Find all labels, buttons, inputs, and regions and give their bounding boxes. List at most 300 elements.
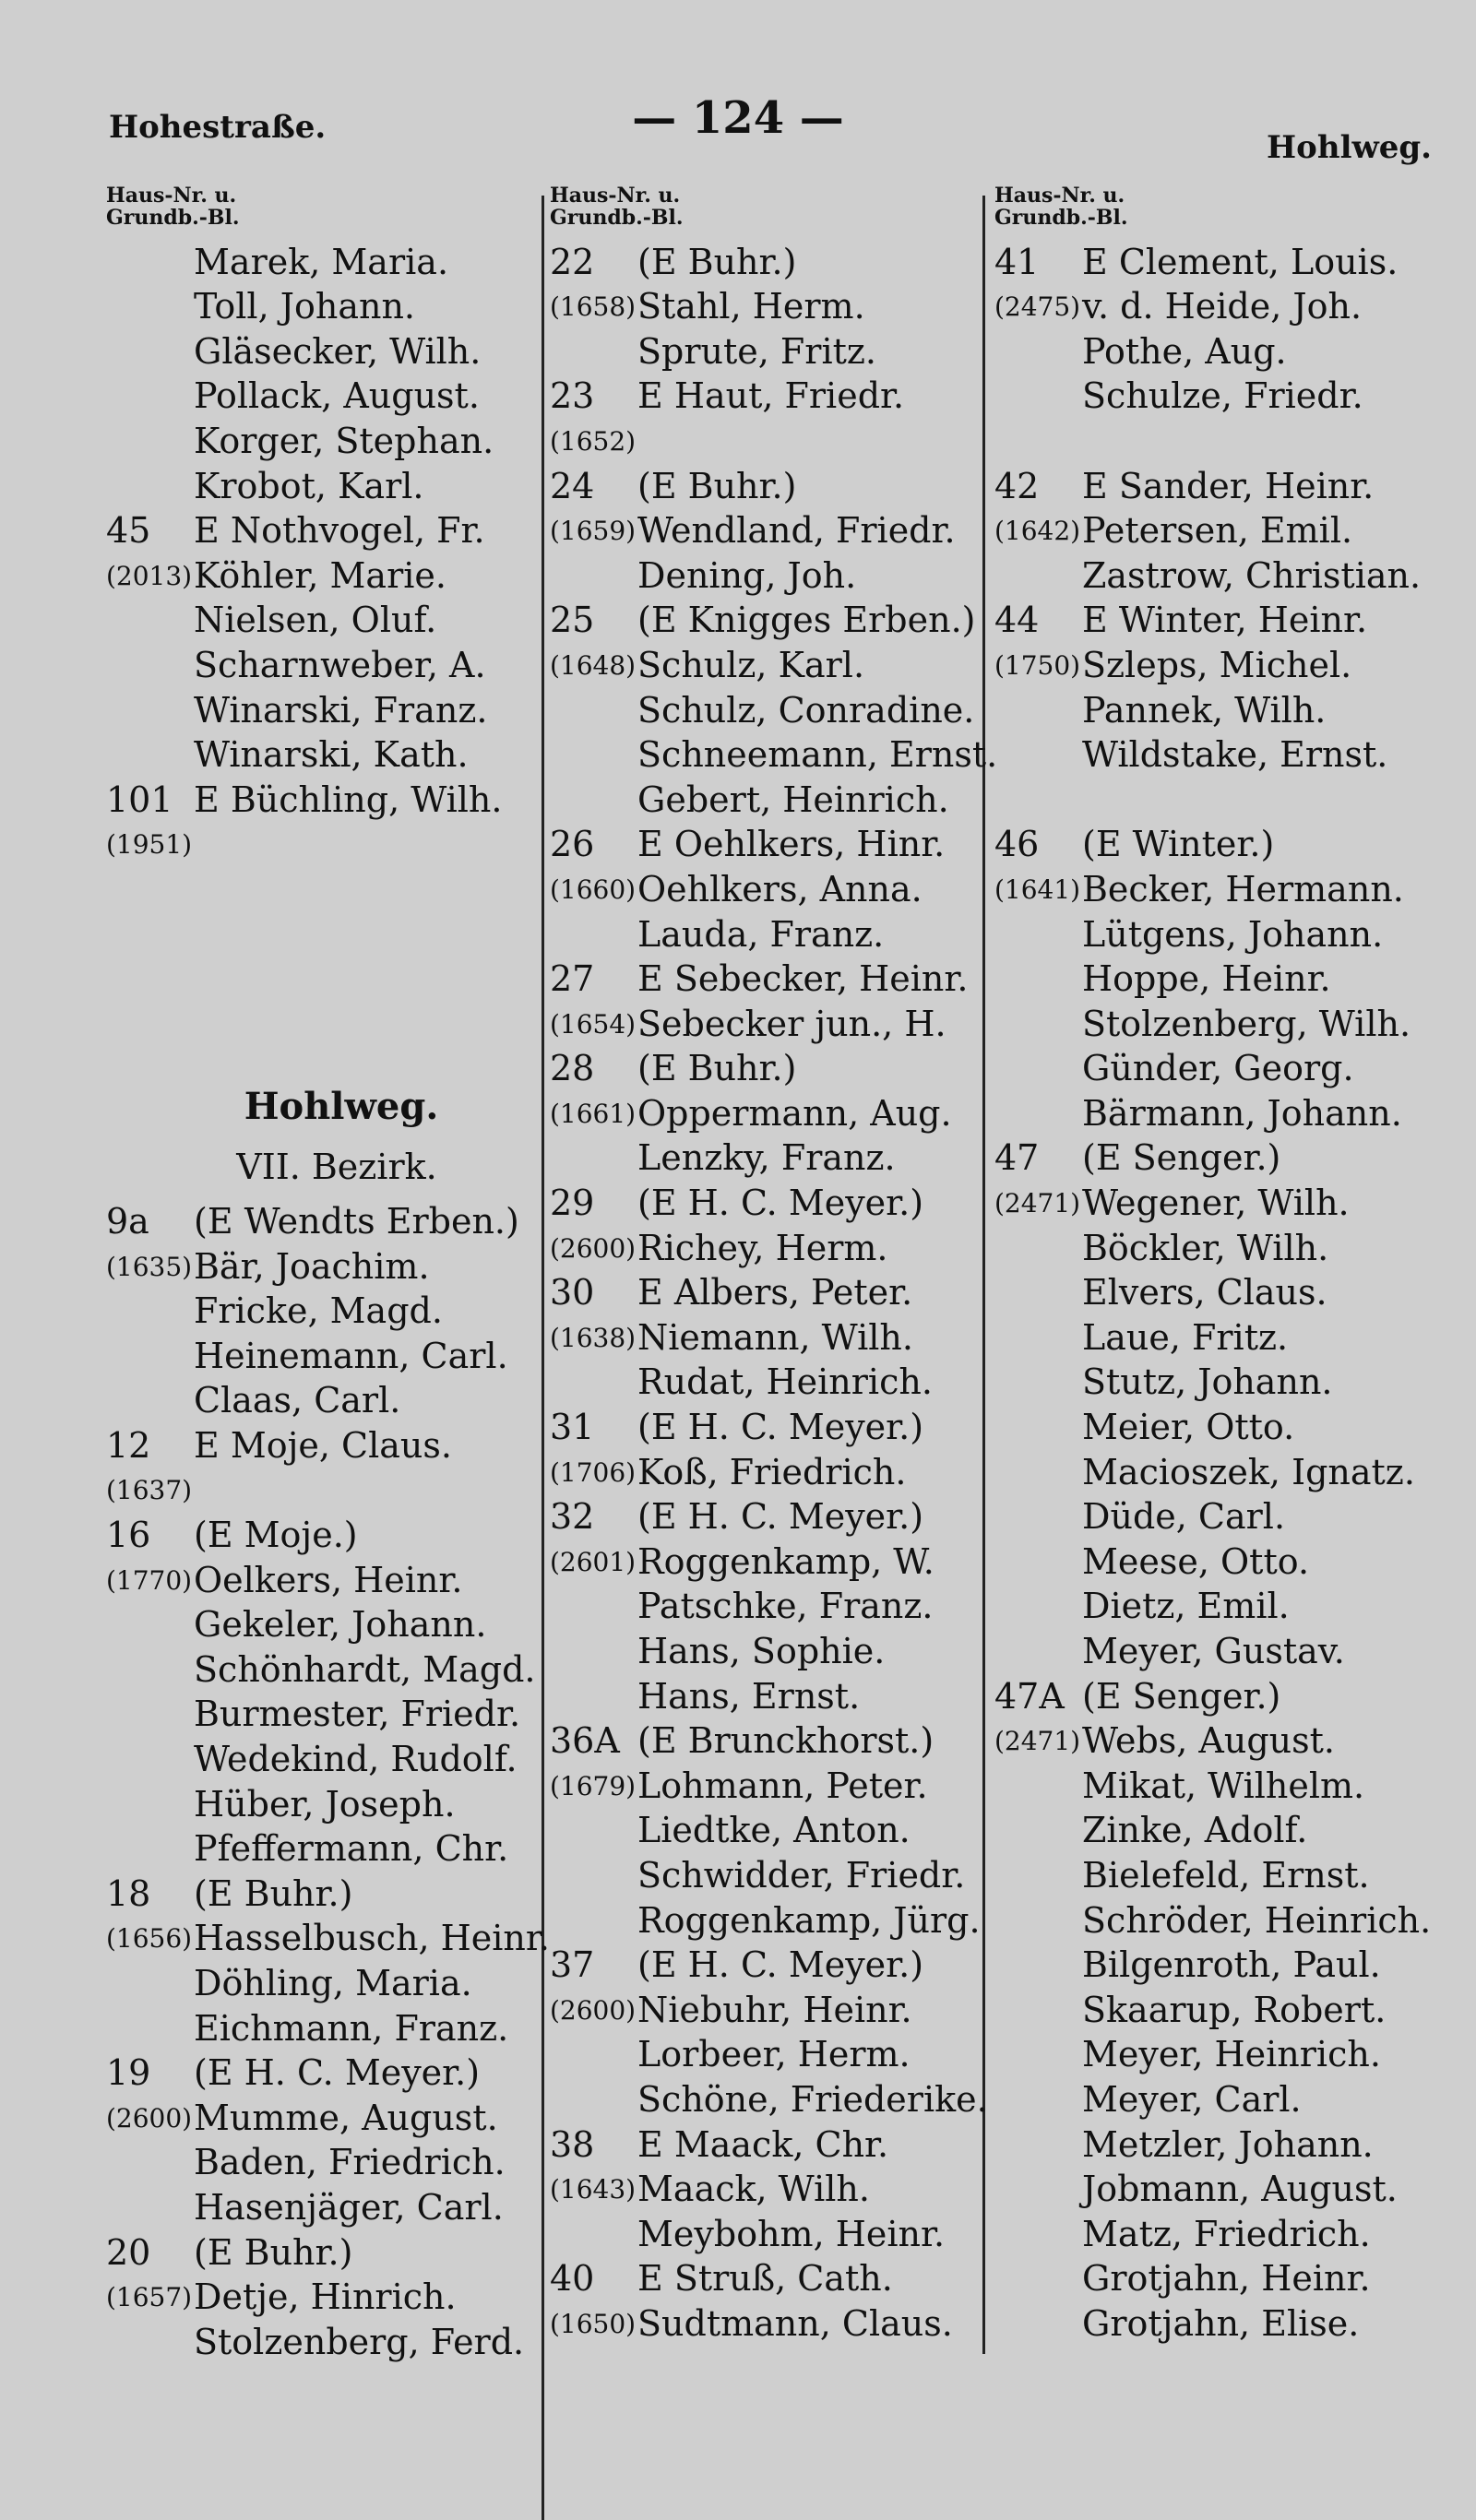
- directory-entry: [550, 2033, 983, 2078]
- directory-entry: [994, 2257, 1456, 2302]
- resident-name: Skaarup, Robert.: [1082, 1989, 1387, 2030]
- resident-name: Laue, Fritz.: [1082, 1316, 1289, 1358]
- resident-name: Fricke, Magd.: [194, 1290, 443, 1332]
- directory-entry: [994, 912, 1456, 957]
- entry-list: [994, 240, 1456, 2347]
- directory-entry: [550, 1674, 983, 1719]
- directory-entry: [550, 1943, 983, 1989]
- directory-entry: [550, 1809, 983, 1854]
- resident-name: Krobot, Karl.: [194, 465, 424, 506]
- resident-name: (E H. C. Meyer.): [637, 1944, 924, 1986]
- resident-name: Meese, Otto.: [1082, 1540, 1310, 1582]
- directory-entry: [550, 374, 983, 420]
- house-number: (1656): [106, 1923, 193, 1955]
- house-number: (1650): [550, 2308, 637, 2339]
- house-number: 36A: [550, 1720, 620, 1762]
- resident-name: Detje, Hinrich.: [194, 2276, 457, 2318]
- entry-list: [550, 240, 998, 2347]
- house-number: (1659): [550, 516, 637, 547]
- resident-name: (E H. C. Meyer.): [637, 1407, 924, 1448]
- resident-name: Böckler, Wilh.: [1082, 1227, 1329, 1268]
- resident-name: (E Winter.): [1082, 824, 1275, 865]
- resident-name: Marek, Maria.: [194, 241, 449, 282]
- directory-entry: [994, 1988, 1456, 2033]
- directory-entry: [106, 1468, 540, 1514]
- running-head-left: Hohestraße.: [109, 109, 327, 146]
- resident-name: Metzler, Johann.: [1082, 2123, 1374, 2165]
- directory-entry: [550, 2301, 983, 2347]
- resident-name: Hüber, Joseph.: [194, 1783, 456, 1825]
- directory-entry: [106, 2276, 540, 2321]
- resident-name: Pfeffermann, Chr.: [194, 1828, 509, 1870]
- resident-name: Mumme, August.: [194, 2097, 498, 2138]
- directory-entry: [106, 464, 540, 509]
- resident-name: Sebecker jun., H.: [637, 1003, 946, 1044]
- house-number: (1951): [106, 829, 193, 861]
- resident-name: E Oehlkers, Hinr.: [637, 824, 946, 865]
- directory-entry: [994, 1898, 1456, 1943]
- directory-entry: [550, 1585, 983, 1630]
- house-number: 25: [550, 600, 595, 641]
- resident-name: Meyer, Gustav.: [1082, 1631, 1345, 1671]
- resident-name: E Sebecker, Heinr.: [637, 958, 969, 1000]
- resident-name: (E H. C. Meyer.): [637, 1183, 924, 1224]
- resident-name: Meybohm, Heinr.: [637, 2213, 946, 2254]
- directory-entry: [550, 1853, 983, 1898]
- house-number: (2475): [994, 291, 1081, 323]
- house-number: (2013): [106, 560, 193, 591]
- directory-entry: [106, 1917, 550, 1962]
- house-number: (2600): [106, 2102, 193, 2134]
- resident-name: Zastrow, Christian.: [1082, 554, 1422, 596]
- resident-name: Düde, Carl.: [1082, 1496, 1286, 1538]
- directory-entry: [994, 509, 1456, 554]
- house-number: (1637): [106, 1475, 193, 1506]
- directory-entry: [994, 1091, 1456, 1136]
- house-number: (1641): [994, 874, 1081, 905]
- resident-name: Heinemann, Carl.: [194, 1335, 508, 1376]
- house-number: 18: [106, 1872, 151, 1914]
- directory-entry: [106, 2096, 540, 2141]
- directory-entry: [994, 329, 1456, 374]
- directory-entry: [106, 1513, 540, 1558]
- directory-entry: [994, 374, 1456, 420]
- directory-entry: [106, 1737, 540, 1782]
- resident-name: Köhler, Marie.: [194, 554, 446, 596]
- directory-entry: [994, 2122, 1456, 2168]
- entry-list: [106, 240, 540, 867]
- directory-entry: [550, 509, 983, 554]
- directory-entry: [106, 778, 540, 823]
- resident-name: Scharnweber, A.: [194, 644, 486, 685]
- house-number: 46: [994, 824, 1040, 865]
- directory-entry: [106, 599, 540, 644]
- directory-entry: [550, 1405, 983, 1450]
- house-number: 32: [550, 1496, 595, 1538]
- resident-name: Liedtke, Anton.: [637, 1810, 911, 1851]
- house-number: (1658): [550, 291, 637, 323]
- section-subtitle: VII. Bezirk.: [236, 1147, 437, 1188]
- house-number: 22: [550, 241, 595, 282]
- directory-entry: [994, 1585, 1456, 1630]
- directory-entry: [550, 1764, 983, 1809]
- directory-entry: [550, 1315, 983, 1361]
- directory-entry: [106, 553, 540, 599]
- directory-entry: [994, 285, 1456, 330]
- resident-name: (E Senger.): [1082, 1137, 1281, 1179]
- resident-name: Stutz, Johann.: [1082, 1361, 1333, 1403]
- resident-name: E Struß, Cath.: [637, 2258, 893, 2300]
- resident-name: Hasselbusch, Heinr.: [194, 1918, 550, 1959]
- house-number: (1657): [106, 2282, 193, 2313]
- directory-entry: [106, 1290, 540, 1335]
- resident-name: Döhling, Maria.: [194, 1963, 472, 2003]
- resident-name: Pannek, Wilh.: [1082, 689, 1327, 731]
- resident-name: Niemann, Wilh.: [637, 1316, 913, 1358]
- directory-entry: [550, 1047, 983, 1092]
- directory-entry: [106, 285, 540, 330]
- resident-name: Mikat, Wilhelm.: [1082, 1765, 1365, 1806]
- resident-name: Stolzenberg, Wilh.: [1082, 1003, 1411, 1044]
- resident-name: Baden, Friedrich.: [194, 2142, 506, 2183]
- directory-entry: [550, 1091, 983, 1136]
- directory-entry: [994, 1764, 1456, 1809]
- resident-name: Hasenjäger, Carl.: [194, 2186, 504, 2228]
- house-number: 42: [994, 465, 1040, 506]
- resident-name: Roggenkamp, W.: [637, 1540, 934, 1582]
- directory-entry: [550, 285, 983, 330]
- directory-entry: [106, 643, 540, 688]
- resident-name: Bielefeld, Ernst.: [1082, 1854, 1370, 1896]
- directory-entry: [550, 1629, 983, 1674]
- resident-name: Webs, August.: [1082, 1720, 1335, 1762]
- resident-name: (E Buhr.): [194, 2231, 353, 2273]
- directory-entry: [994, 867, 1456, 912]
- resident-name: Wedekind, Rudolf.: [194, 1739, 518, 1780]
- resident-name: Bärmann, Johann.: [1082, 1092, 1402, 1134]
- resident-name: Schneemann, Ernst.: [637, 734, 998, 776]
- directory-entry: [550, 1226, 983, 1271]
- resident-name: Szleps, Michel.: [1082, 644, 1352, 685]
- resident-name: (E Wendts Erben.): [194, 1200, 519, 1242]
- directory-entry: [994, 778, 1456, 823]
- resident-name: Bär, Joachim.: [194, 1245, 430, 1287]
- directory-entry: [550, 2077, 988, 2122]
- directory-entry: [106, 374, 540, 420]
- directory-entry: [550, 1495, 983, 1540]
- resident-name: E Haut, Friedr.: [637, 375, 905, 417]
- directory-entry: [106, 1961, 540, 2006]
- directory-entry: [994, 2168, 1456, 2213]
- resident-name: Toll, Johann.: [194, 286, 416, 327]
- directory-entry: [550, 643, 983, 688]
- resident-name: Macioszek, Ignatz.: [1082, 1451, 1415, 1492]
- directory-entry: [106, 1244, 540, 1290]
- resident-name: (E Moje.): [194, 1515, 358, 1556]
- resident-name: Bilgenroth, Paul.: [1082, 1944, 1381, 1986]
- resident-name: Niebuhr, Heinr.: [637, 1989, 912, 2030]
- directory-entry: [550, 688, 983, 733]
- directory-entry: [106, 1558, 540, 1603]
- resident-name: Schwidder, Friedr.: [637, 1854, 966, 1896]
- house-number: 24: [550, 465, 595, 506]
- directory-entry: [994, 733, 1456, 779]
- resident-name: Petersen, Emil.: [1082, 510, 1353, 552]
- resident-name: Wegener, Wilh.: [1082, 1183, 1350, 1224]
- directory-entry: [994, 2077, 1456, 2122]
- directory-entry: [106, 2051, 540, 2097]
- house-number: (1661): [550, 1098, 637, 1129]
- resident-name: Stolzenberg, Ferd.: [194, 2321, 525, 2362]
- directory-entry: [106, 2185, 540, 2230]
- resident-name: Meyer, Carl.: [1082, 2078, 1302, 2120]
- column-2: [550, 184, 998, 2347]
- directory-entry: [994, 2033, 1456, 2078]
- resident-name: Richey, Herm.: [637, 1227, 888, 1268]
- resident-name: E Moje, Claus.: [194, 1424, 452, 1466]
- directory-entry: [550, 599, 983, 644]
- resident-name: Hoppe, Heinr.: [1082, 958, 1331, 1000]
- house-number: (2600): [550, 1994, 637, 2026]
- directory-entry: [550, 240, 983, 285]
- resident-name: Dening, Joh.: [637, 554, 857, 596]
- house-number: (1679): [550, 1770, 637, 1801]
- directory-entry: [550, 1988, 983, 2033]
- resident-name: E Clement, Louis.: [1082, 241, 1399, 282]
- house-number: (1635): [106, 1251, 193, 1282]
- house-number: (1648): [550, 649, 637, 681]
- directory-entry: [994, 823, 1456, 868]
- house-number: (1750): [994, 649, 1081, 681]
- directory-entry: [550, 553, 983, 599]
- house-number: 40: [550, 2258, 595, 2300]
- resident-name: Lauda, Franz.: [637, 913, 885, 955]
- directory-entry: [994, 240, 1456, 285]
- resident-name: E Nothvogel, Fr.: [194, 510, 485, 552]
- directory-entry: [106, 1379, 540, 1424]
- column-1: [106, 184, 550, 2365]
- house-number: (1638): [550, 1322, 637, 1353]
- spacer: [106, 867, 540, 1079]
- resident-name: (E Buhr.): [637, 465, 797, 506]
- resident-name: Nielsen, Oluf.: [194, 600, 437, 641]
- resident-name: (E Buhr.): [194, 1872, 353, 1914]
- resident-name: Schönhardt, Magd.: [194, 1648, 536, 1690]
- house-number: 31: [550, 1407, 595, 1448]
- directory-entry: [994, 1361, 1456, 1406]
- resident-name: E Albers, Peter.: [637, 1272, 913, 1313]
- resident-name: Jobmann, August.: [1082, 2169, 1398, 2210]
- resident-name: (E H. C. Meyer.): [194, 2052, 481, 2094]
- resident-name: (E Buhr.): [637, 241, 797, 282]
- resident-name: Sprute, Fritz.: [637, 330, 876, 372]
- house-number: (1770): [106, 1564, 193, 1596]
- directory-entry: [994, 1181, 1456, 1226]
- directory-entry: [550, 912, 983, 957]
- directory-entry: [550, 957, 983, 1003]
- resident-name: Meier, Otto.: [1082, 1407, 1295, 1448]
- directory-entry: [106, 2006, 540, 2051]
- resident-name: Wildstake, Ernst.: [1082, 734, 1388, 776]
- house-number: (2600): [550, 1232, 637, 1264]
- directory-entry: [994, 1047, 1456, 1092]
- directory-entry: [106, 1693, 540, 1738]
- directory-entry: [994, 599, 1456, 644]
- house-number: 9a: [106, 1200, 149, 1242]
- directory-entry: [994, 553, 1456, 599]
- house-number: 38: [550, 2123, 595, 2165]
- directory-entry: [994, 1405, 1456, 1450]
- resident-name: Grotjahn, Elise.: [1082, 2302, 1360, 2344]
- directory-entry: [106, 688, 540, 733]
- house-number: (1642): [994, 516, 1081, 547]
- house-number: 45: [106, 510, 151, 552]
- resident-name: Gebert, Heinrich.: [637, 779, 949, 820]
- directory-entry: [550, 778, 983, 823]
- resident-name: v. d. Heide, Joh.: [1082, 286, 1363, 327]
- resident-name: E Winter, Heinr.: [1082, 600, 1368, 641]
- resident-name: Patschke, Franz.: [637, 1586, 934, 1627]
- directory-entry: [994, 1629, 1456, 1674]
- house-number: 47: [994, 1137, 1040, 1179]
- directory-entry: [106, 1423, 540, 1468]
- column-header: Haus-Nr. u. Grundb.-Bl.: [550, 184, 684, 230]
- column-divider: [542, 196, 544, 2520]
- directory-entry: [994, 419, 1456, 464]
- directory-entry: [994, 688, 1456, 733]
- resident-name: E Sander, Heinr.: [1082, 465, 1375, 506]
- resident-name: Rudat, Heinrich.: [637, 1361, 933, 1403]
- directory-entry: [994, 1271, 1456, 1316]
- resident-name: Burmester, Friedr.: [194, 1694, 521, 1735]
- house-number: 20: [106, 2231, 151, 2273]
- house-number: 12: [106, 1424, 151, 1466]
- house-number: 37: [550, 1944, 595, 1986]
- directory-entry: [106, 1827, 540, 1872]
- house-number: 41: [994, 241, 1040, 282]
- house-number: 28: [550, 1048, 595, 1089]
- resident-name: Winarski, Franz.: [194, 689, 488, 731]
- directory-entry: [994, 1809, 1456, 1854]
- directory-entry: [550, 1002, 983, 1047]
- house-number: (2471): [994, 1188, 1081, 1219]
- directory-entry: [550, 1450, 983, 1495]
- directory-entry: [550, 1719, 983, 1765]
- resident-name: Sudtmann, Claus.: [637, 2302, 953, 2344]
- directory-entry: [994, 2301, 1456, 2347]
- directory-entry: [994, 1226, 1456, 1271]
- resident-name: Becker, Hermann.: [1082, 868, 1404, 909]
- directory-entry: [106, 509, 540, 554]
- directory-entry: [994, 1495, 1456, 1540]
- directory-entry: [994, 1539, 1456, 1585]
- resident-name: Oelkers, Heinr.: [194, 1559, 463, 1600]
- directory-entry: [994, 1450, 1456, 1495]
- directory-entry: [550, 1539, 983, 1585]
- directory-entry: [106, 240, 540, 285]
- resident-name: Günder, Georg.: [1082, 1048, 1354, 1089]
- directory-entry: [994, 1315, 1456, 1361]
- resident-name: E Büchling, Wilh.: [194, 779, 503, 820]
- column-header: Haus-Nr. u. Grundb.-Bl.: [994, 184, 1128, 230]
- directory-entry: [994, 1943, 1456, 1989]
- resident-name: Gekeler, Johann.: [194, 1604, 487, 1646]
- resident-name: (E Senger.): [1082, 1675, 1281, 1717]
- directory-entry: [994, 1002, 1456, 1047]
- directory-entry: [550, 2257, 983, 2302]
- directory-entry: [106, 733, 540, 779]
- house-number: (1643): [550, 2174, 637, 2205]
- resident-name: Hans, Ernst.: [637, 1675, 861, 1717]
- house-number: (1652): [550, 425, 637, 457]
- directory-entry: [994, 1136, 1456, 1182]
- house-number: 19: [106, 2052, 151, 2094]
- directory-entry: [550, 329, 983, 374]
- resident-name: Schöne, Friederike.: [637, 2078, 988, 2120]
- resident-name: Koß, Friedrich.: [637, 1451, 907, 1492]
- directory-entry: [550, 1136, 983, 1182]
- resident-name: Pollack, August.: [194, 375, 480, 417]
- resident-name: Pothe, Aug.: [1082, 330, 1287, 372]
- house-number: 23: [550, 375, 595, 417]
- house-number: (1706): [550, 1456, 637, 1488]
- directory-entry: [106, 823, 540, 868]
- section-title: Hohlweg.: [244, 1085, 439, 1129]
- resident-name: Roggenkamp, Jürg.: [637, 1899, 981, 1941]
- directory-entry: [106, 329, 540, 374]
- resident-name: Winarski, Kath.: [194, 734, 469, 776]
- directory-entry: [550, 867, 983, 912]
- house-number: 44: [994, 600, 1040, 641]
- directory-entry: [550, 419, 983, 464]
- directory-entry: [994, 1674, 1456, 1719]
- house-number: 47A: [994, 1675, 1065, 1717]
- column-header: Haus-Nr. u. Grundb.-Bl.: [106, 184, 240, 230]
- resident-name: Hans, Sophie.: [637, 1631, 886, 1671]
- page-number: — 124 —: [632, 92, 844, 144]
- house-number: 30: [550, 1272, 595, 1313]
- running-head-right: Hohlweg.: [1267, 129, 1432, 166]
- resident-name: (E H. C. Meyer.): [637, 1496, 924, 1538]
- resident-name: Oehlkers, Anna.: [637, 868, 922, 909]
- resident-name: Lohmann, Peter.: [637, 1765, 928, 1806]
- entry-list: [106, 1199, 550, 2364]
- directory-entry: [550, 1181, 983, 1226]
- house-number: 29: [550, 1183, 595, 1224]
- directory-entry: [550, 464, 983, 509]
- resident-name: Schröder, Heinrich.: [1082, 1899, 1432, 1941]
- directory-entry: [106, 1199, 540, 1244]
- resident-name: Matz, Friedrich.: [1082, 2213, 1371, 2254]
- column-3: [994, 184, 1456, 2347]
- directory-entry: [106, 1334, 540, 1379]
- directory-entry: [550, 2168, 983, 2213]
- directory-entry: [994, 1719, 1456, 1765]
- resident-name: Lorbeer, Herm.: [637, 2034, 911, 2075]
- directory-entry: [550, 1361, 983, 1406]
- resident-name: Lütgens, Johann.: [1082, 913, 1384, 955]
- resident-name: Schulz, Karl.: [637, 644, 865, 685]
- directory-entry: [106, 2141, 540, 2186]
- house-number: 16: [106, 1515, 151, 1556]
- directory-entry: [550, 733, 998, 779]
- resident-name: Eichmann, Franz.: [194, 2007, 509, 2049]
- directory-entry: [550, 2122, 983, 2168]
- resident-name: (E Knigges Erben.): [637, 600, 976, 641]
- resident-name: E Maack, Chr.: [637, 2123, 889, 2165]
- directory-entry: [550, 2212, 983, 2257]
- resident-name: Elvers, Claus.: [1082, 1272, 1327, 1313]
